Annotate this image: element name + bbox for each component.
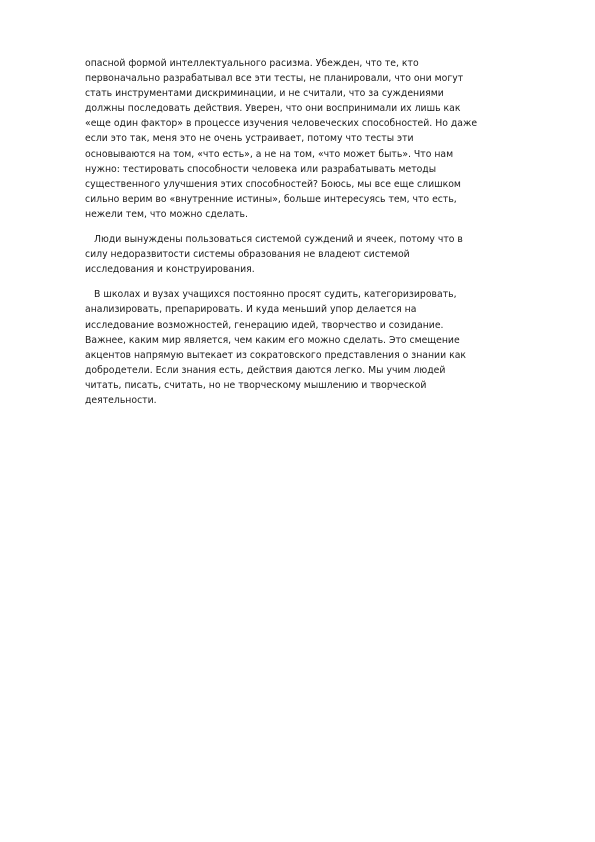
text-line: первоначально разрабатывал все эти тесты, не планировали, что они могут — [85, 73, 464, 85]
text-line: деятельности. — [85, 394, 157, 406]
text-line: стать инструментами дискриминации, и не считали, что за суждениями — [85, 88, 444, 100]
text-line: существенного улучшения этих способностей? Боюсь, мы все еще слишком — [85, 178, 461, 190]
text-line: В школах и вузах учащихся постоянно просят судить, категоризировать, — [94, 289, 457, 301]
text-line: «еще один фактор» в процессе изучения человеческих способностей. Но даже — [85, 118, 478, 130]
text-line: акцентов напрямую вытекает из сократовского представления о знании как — [85, 349, 467, 361]
text-line: если это так, меня это не очень устраивает, потому что тесты эти — [85, 133, 414, 145]
document-body — [85, 56, 545, 418]
text-line: должны последовать действия. Уверен, что они воспринимали их лишь как — [85, 103, 461, 115]
text-line: силу недоразвитости системы образования не владеют системой — [85, 249, 410, 261]
text-line: сильно верим во «внутренние истины», больше интересуясь тем, что есть, — [85, 193, 457, 205]
text-line: анализировать, препарировать. И куда меньший упор делается на — [85, 304, 417, 316]
paragraph-3 — [85, 287, 545, 408]
text-line: нежели тем, что можно сделать. — [85, 208, 248, 220]
text-line: добродетели. Если знания есть, действия даются легко. Мы учим людей — [85, 364, 446, 376]
text-line: опасной формой интеллектуального расизма. Убежден, что те, кто — [85, 58, 419, 69]
text-line: исследование возможностей, генерацию идей, творчество и созидание. — [85, 319, 444, 331]
text-line: Люди вынуждены пользоваться системой суждений и ячеек, потому что в — [94, 234, 463, 246]
text-line: Важнее, каким мир является, чем каким его можно сделать. Это смещение — [85, 334, 460, 346]
text-line: основываются на том, «что есть», а не на том, «что может быть». Что нам — [85, 148, 454, 160]
text-line: читать, писать, считать, но не творческому мышлению и творческой — [85, 379, 427, 391]
text-line: нужно: тестировать способности человека или разрабатывать методы — [85, 163, 437, 175]
paragraph-1 — [85, 56, 545, 222]
text-line: исследования и конструирования. — [85, 264, 255, 276]
paragraph-2 — [85, 232, 545, 277]
